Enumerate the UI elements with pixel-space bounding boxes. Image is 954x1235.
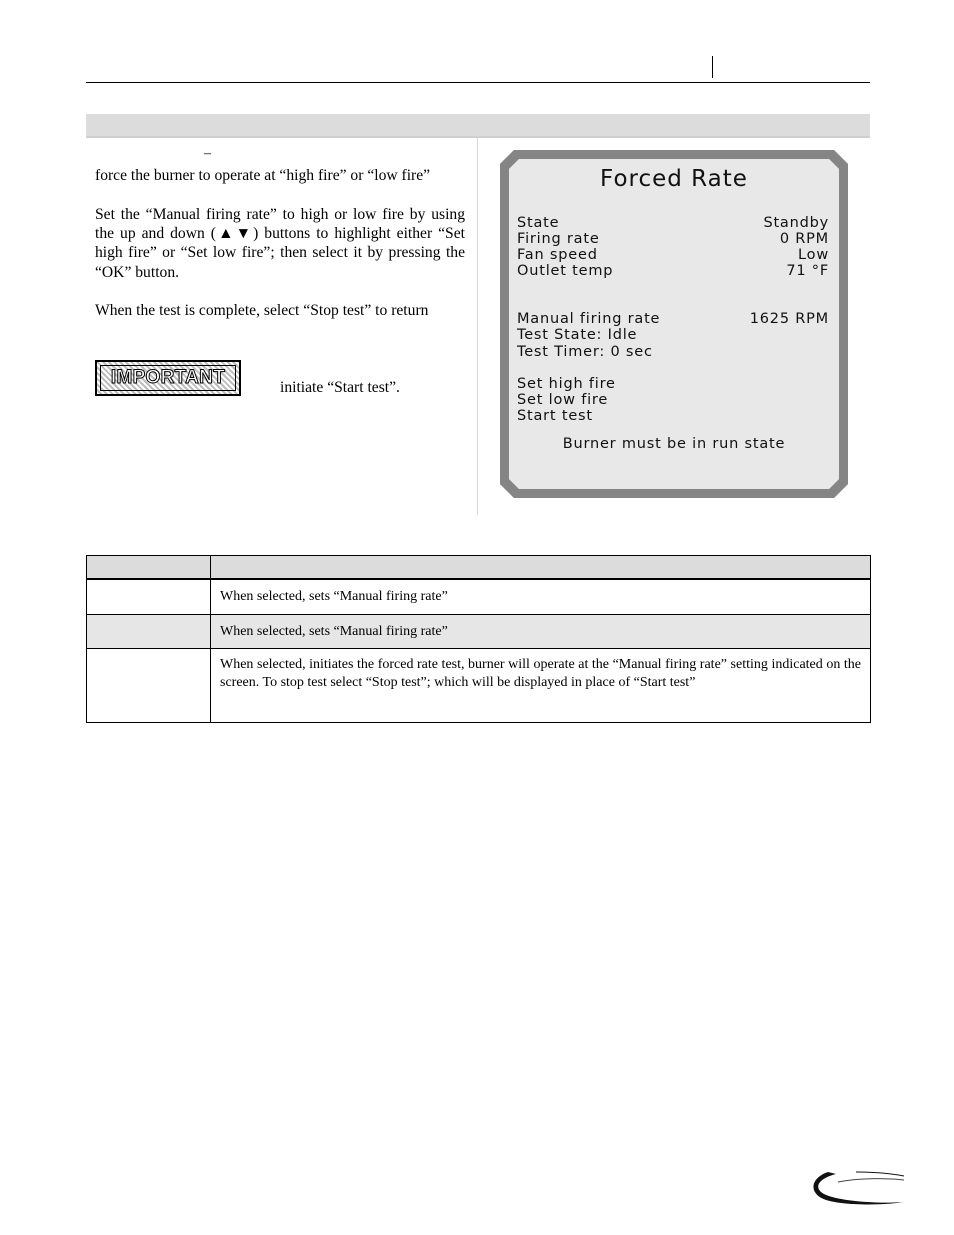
table-row bbox=[87, 579, 871, 615]
lcd-value: Low bbox=[798, 247, 829, 263]
table-cell-description: When selected, sets “Manual firing rate” bbox=[211, 579, 871, 615]
important-note: initiate “Start test”. bbox=[280, 379, 400, 396]
table-row bbox=[87, 615, 871, 649]
table-cell-description: When selected, initiates the forced rate test, burner will operate at the “Manual firing rate” setting indicated on the screen. To stop test select “Stop test”; which will be displayed in place of “Start test” bbox=[211, 649, 871, 723]
table-cell-name bbox=[87, 615, 211, 649]
lcd-test-state bbox=[517, 327, 829, 344]
header-divider bbox=[712, 56, 713, 78]
lcd-label: Firing rate bbox=[517, 231, 600, 247]
dash-mark: – bbox=[204, 146, 211, 161]
table-header-cell bbox=[211, 556, 871, 580]
lcd-menu-set-low-fire[interactable] bbox=[517, 392, 829, 409]
lcd-value: 71 °F bbox=[786, 263, 829, 279]
lcd-label: Outlet temp bbox=[517, 263, 614, 279]
lcd-value: Standby bbox=[763, 215, 829, 231]
table-cell-name bbox=[87, 579, 211, 615]
lcd-row-firing-rate bbox=[517, 231, 829, 248]
lcd-test-timer bbox=[517, 344, 829, 361]
section-header-bar bbox=[86, 114, 870, 138]
lcd-label: Manual firing rate bbox=[517, 311, 661, 327]
lcd-menu-label: Start test bbox=[517, 408, 593, 424]
important-badge bbox=[95, 360, 241, 396]
lcd-note: Burner must be in run state bbox=[562, 436, 786, 452]
table-row bbox=[87, 649, 871, 723]
lcd-menu-set-high-fire[interactable] bbox=[517, 376, 829, 393]
header-rule bbox=[86, 82, 870, 83]
lcd-value: 1625 RPM bbox=[749, 311, 829, 327]
lcd-label: State bbox=[517, 215, 560, 231]
table-cell-name bbox=[87, 649, 211, 723]
lcd-menu-start-test[interactable] bbox=[517, 408, 829, 425]
lcd-title: Forced Rate bbox=[600, 166, 748, 192]
paragraph-instructions: Set the “Manual firing rate” to high or low fire by using the up and down (▲▼) buttons to highlight either “Set high fire” or “Set low fire”; then select it by pressing the “OK” button. bbox=[95, 206, 465, 281]
paragraph-intro: force the burner to operate at “high fire” or “low fire” bbox=[95, 167, 431, 184]
table-cell-description: When selected, sets “Manual firing rate” bbox=[211, 615, 871, 649]
menu-options-table bbox=[86, 555, 871, 723]
lcd-value: 0 RPM bbox=[779, 231, 829, 247]
lcd-label: Test Timer: 0 sec bbox=[517, 344, 653, 360]
lcd-menu-label: Set high fire bbox=[517, 376, 616, 392]
lcd-row-state bbox=[517, 215, 829, 232]
table-header-row bbox=[87, 556, 871, 580]
column-divider bbox=[477, 138, 478, 515]
lcd-label: Fan speed bbox=[517, 247, 598, 263]
lcd-row-outlet-temp bbox=[517, 263, 829, 280]
lcd-row-manual-firing-rate[interactable] bbox=[517, 311, 829, 328]
paragraph-stop-test: When the test is complete, select “Stop test” to return bbox=[95, 302, 429, 319]
company-logo-swoosh bbox=[808, 1168, 908, 1210]
important-label: IMPORTANT bbox=[110, 367, 226, 388]
lcd-row-fan-speed bbox=[517, 247, 829, 264]
lcd-label: Test State: Idle bbox=[517, 327, 638, 343]
table-header-cell bbox=[87, 556, 211, 580]
lcd-menu-label: Set low fire bbox=[517, 392, 609, 408]
